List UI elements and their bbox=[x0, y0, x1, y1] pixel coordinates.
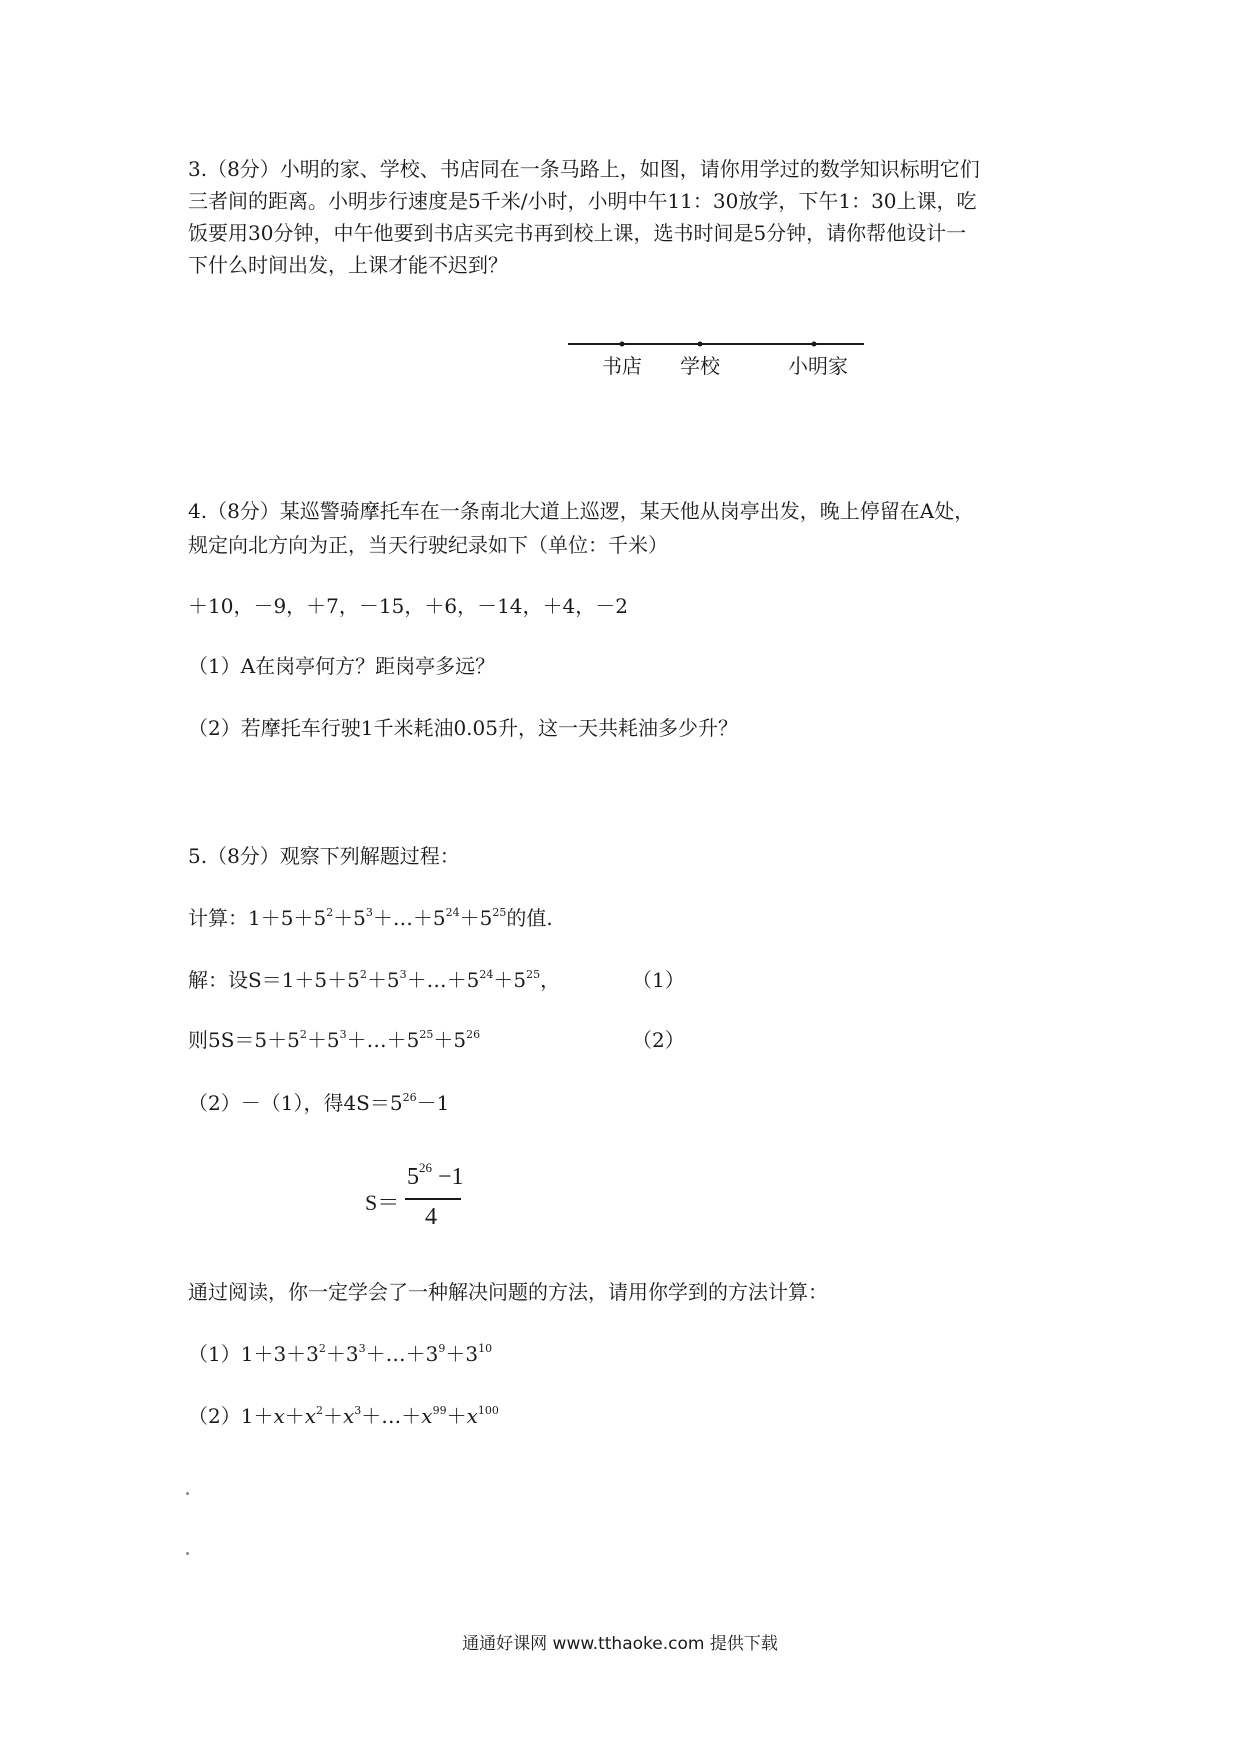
page-footer: 通通好课网 www.tthaoke.com 提供下载 bbox=[462, 1634, 778, 1654]
q5-header: 5.（8分）观察下列解题过程： bbox=[188, 844, 460, 868]
q3-line-4: 下什么时间出发，上课才能不迟到？ bbox=[188, 253, 508, 277]
q5-instruction: 通过阅读，你一定学会了一种解决问题的方法，请用你学到的方法计算： bbox=[188, 1280, 828, 1304]
fraction-bar bbox=[405, 1198, 461, 1200]
q5-exercise-2: $(2)1+x+x^2+x^3+\dots+x^{99}+x^{100}$ bbox=[188, 1404, 499, 1428]
q4-sub-2: （2）若摩托车行驶1千米耗油0.05升，这一天共耗油多少升？ bbox=[188, 716, 738, 740]
q4-record: ＋10，－9，＋7，－15，＋6，－14，＋4，－2 bbox=[188, 594, 628, 618]
bookstore-point bbox=[620, 342, 625, 347]
school-label: 学校 bbox=[680, 354, 720, 378]
road-diagram bbox=[560, 336, 880, 396]
q3-line-3: 饭要用30分钟，中午他要到书店买完书再到校上课，选书时间是5分钟，请你帮他设计一 bbox=[188, 221, 967, 245]
q5-exercise-1: $(1)1+3+3^2+3^3+\dots+3^9+3^{10}$ bbox=[188, 1342, 493, 1366]
home-point bbox=[812, 342, 817, 347]
fraction-numerator: $5^{26} -1$ bbox=[407, 1160, 464, 1190]
q5-step-2: 则$5S=5+5^2+5^3+\dots+5^{25}+5^{26}$ bbox=[188, 1028, 481, 1052]
q3-line-2: 三者间的距离。小明步行速度是5千米/小时，小明中午11：30放学，下午1：30上课，吃 bbox=[188, 189, 977, 213]
equation-tag-1: （1） bbox=[632, 968, 685, 992]
fraction-result bbox=[365, 1160, 505, 1244]
scan-speck bbox=[186, 1552, 189, 1555]
q5-calc: 计算：$1+5+5^2+5^3+\dots+5^{24}+5^{25}$的值. bbox=[188, 906, 553, 930]
bookstore-label: 书店 bbox=[602, 354, 642, 378]
q4-sub-1: （1）A在岗亭何方？距岗亭多远？ bbox=[188, 654, 496, 678]
q3-line-1: 3.（8分）小明的家、学校、书店同在一条马路上，如图，请你用学过的数学知识标明它们 bbox=[188, 157, 980, 181]
q5-step-1: 解：设$S=1+5+5^2+5^3+\dots+5^{24}+5^{25}$， bbox=[188, 968, 561, 992]
q5-step-3: （2）－（1），得$4S=5^{26}-1$ bbox=[188, 1091, 450, 1115]
fraction-lhs: S＝ bbox=[365, 1190, 400, 1215]
home-label: 小明家 bbox=[788, 354, 848, 378]
q4-line-2: 规定向北方向为正，当天行驶纪录如下（单位：千米） bbox=[188, 533, 668, 557]
equation-tag-2: （2） bbox=[632, 1028, 685, 1052]
q4-line-1: 4.（8分）某巡警骑摩托车在一条南北大道上巡逻，某天他从岗亭出发，晚上停留在A处， bbox=[188, 499, 975, 523]
school-point bbox=[698, 342, 703, 347]
fraction-denominator: 4 bbox=[425, 1204, 437, 1230]
scan-speck bbox=[186, 1492, 189, 1495]
